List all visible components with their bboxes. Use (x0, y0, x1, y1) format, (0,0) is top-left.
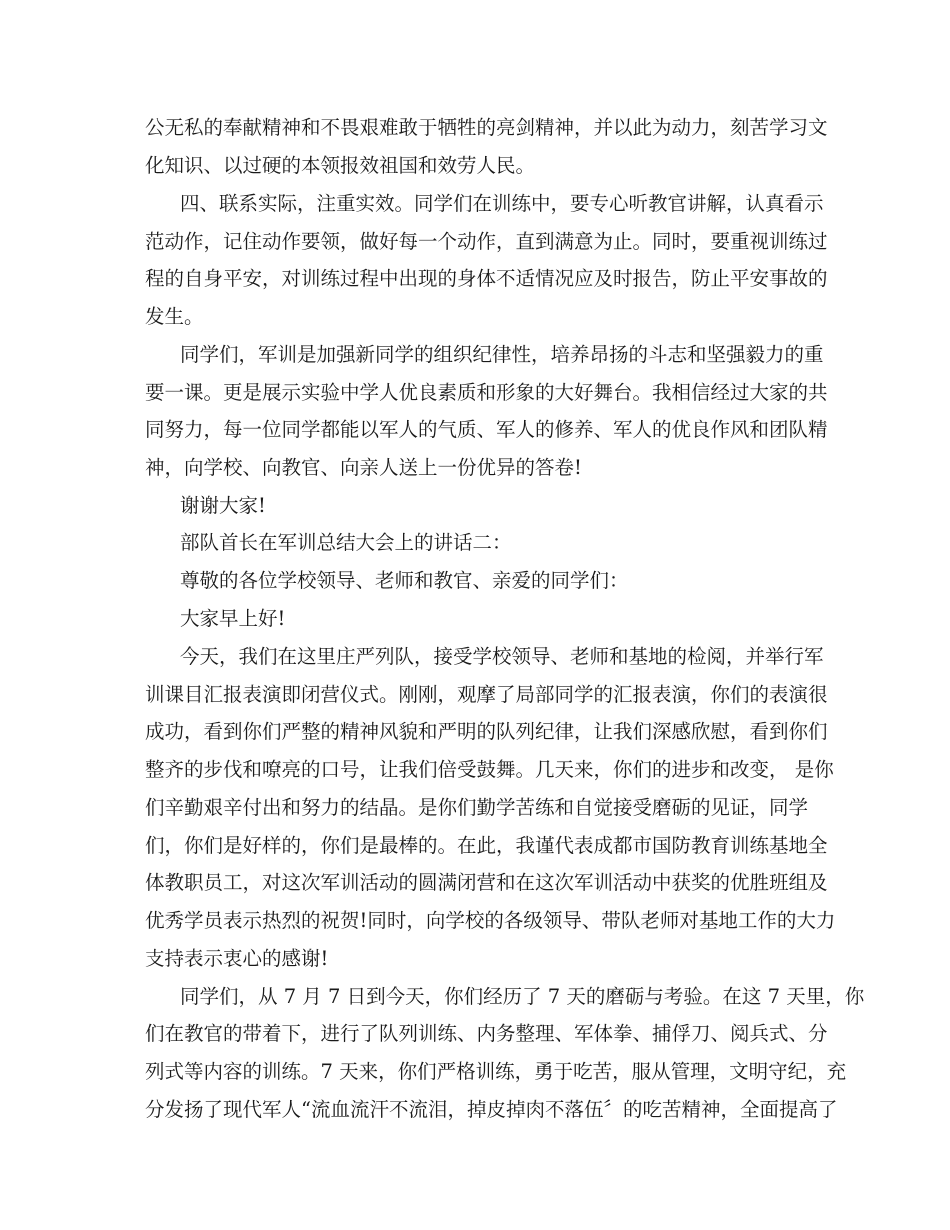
text-line: 神，向学校、向教官、向亲人送上一份优异的答卷! (145, 456, 582, 479)
paragraph-start: 同学们，军训是加强新同学的组织纪律性，培养昂扬的斗志和坚强毅力的重 (180, 343, 824, 366)
text-line: 成功，看到你们严整的精神风貌和严明的队列纪律，让我们深感欣慰，看到你们 (145, 720, 828, 743)
greeting: 大家早上好! (180, 607, 286, 630)
text-line: 化知识、以过硬的本领报效祖国和效劳人民。 (145, 154, 536, 177)
text-line: 程的自身平安，对训练过程中出现的身体不适情况应及时报告，防止平安事故的 (145, 267, 828, 290)
text-line: 们，你们是好样的，你们是最棒的。在此，我谨代表成都市国防教育训练基地全 (145, 834, 828, 857)
text-line: 同努力，每一位同学都能以军人的气质、军人的修养、军人的优良作风和团队精 (145, 418, 828, 441)
text-line: 范动作，记住动作要领，做好每一个动作，直到满意为止。同时，要重视训练过 (145, 230, 828, 253)
text-line: 发生。 (145, 305, 204, 328)
section-heading: 部队首长在军训总结大会上的讲话二： (180, 531, 512, 554)
paragraph-start: 同学们，从 7 月 7 日到今天，你们经历了 7 天的磨砺与考验。在这 7 天里，你 (180, 985, 865, 1008)
text-line: 优秀学员表示热烈的祝贺!同时，向学校的各级领导、带队老师对基地工作的大力 (145, 909, 836, 932)
paragraph-start: 今天，我们在这里庄严列队，接受学校领导、老师和基地的检阅，并举行军 (180, 645, 824, 668)
paragraph-start: 四、联系实际，注重实效。同学们在训练中，要专心听教官讲解，认真看示 (180, 192, 824, 215)
text-line: 整齐的步伐和嘹亮的口号，让我们倍受鼓舞。几天来，你们的进步和改变， 是你 (145, 758, 834, 781)
text-line: 们辛勤艰辛付出和努力的结晶。是你们勤学苦练和自觉接受磨砺的见证，同学 (145, 796, 809, 819)
text-line: 训课目汇报表演即闭营仪式。刚刚，观摩了局部同学的汇报表演，你们的表演很 (145, 683, 828, 706)
text-line: 分发扬了现代军人“流血流汗不流泪，掉皮掉肉不落伍〞的吃苦精神，全面提高了 (145, 1098, 838, 1121)
text-line: 公无私的奉献精神和不畏艰难敢于牺牲的亮剑精神，并以此为动力，刻苦学习文 (145, 116, 828, 139)
paragraph-start: 谢谢大家! (180, 494, 266, 517)
text-line: 支持表示衷心的感谢! (145, 947, 329, 970)
salutation: 尊敬的各位学校领导、老师和教官、亲爱的同学们： (180, 569, 629, 592)
text-line: 们在教官的带着下，进行了队列训练、内务整理、军体拳、捕俘刀、阅兵式、分 (145, 1022, 828, 1045)
text-line: 体教职员工，对这次军训活动的圆满闭营和在这次军训活动中获奖的优胜班组及 (145, 871, 828, 894)
text-line: 要一课。更是展示实验中学人优良素质和形象的大好舞台。我相信经过大家的共 (145, 381, 828, 404)
text-line: 列式等内容的训练。7 天来，你们严格训练，勇于吃苦，服从管理，文明守纪，充 (145, 1060, 847, 1083)
